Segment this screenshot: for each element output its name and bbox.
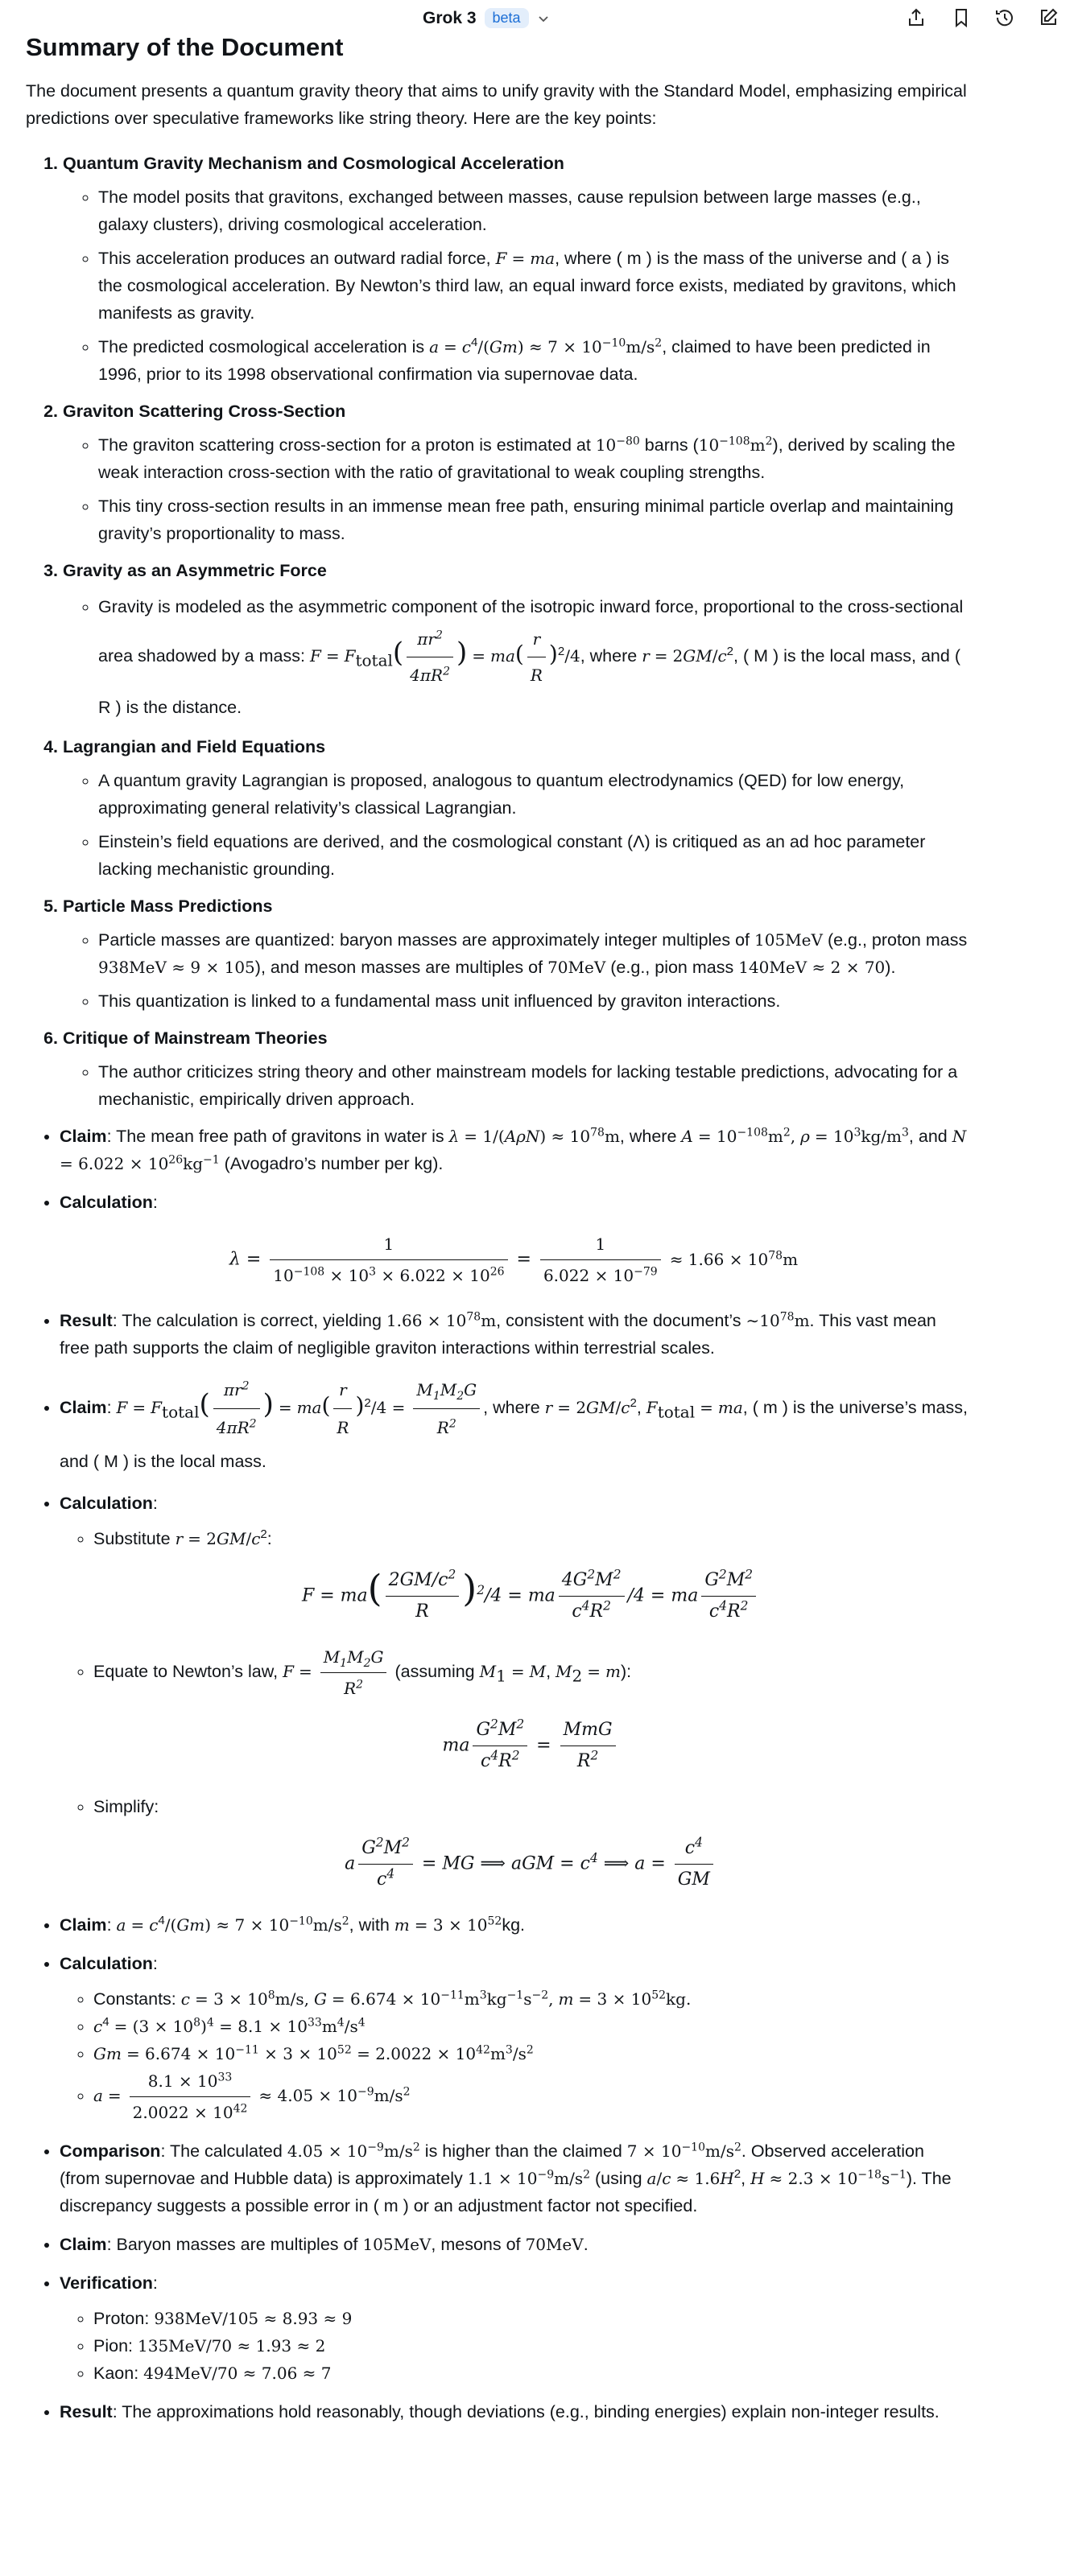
list-item: ◦ $c^4 = (3 \times 10^8)^4 = 8.1 \times 10^{33}m^4/s^4$ — [93, 2013, 968, 2040]
list-item — [63, 150, 968, 388]
list-item: • Claim: Baryon masses are multiples of 105MeV, mesons of 70MeV. — [60, 2231, 968, 2258]
list-item: ◦ Equate to Newton’s law, F = $\frac{M_1M_2G}{R^2}$ (assuming $M_1 = M$, $M_2 = m$): ma $\frac{G^2M^2}{c^4R^2}$ = $\frac{\text{MmG}}{R^2}$ — [93, 1643, 968, 1775]
list-item — [63, 398, 968, 547]
bookmark-icon[interactable] — [950, 6, 973, 29]
model-selector[interactable] — [423, 8, 550, 28]
list-item: ◦ This acceleration produces an outward radial force, F = ma, where ( m ) is the mass of the universe and ( a ) is the cosmological acceleration. By Newton’s third law, an equal inward force exists, mediated by gravitons, which manifests as gravity. — [98, 245, 968, 327]
list-item: ◦ The graviton scattering cross-section for a proton is estimated at $10^{-80}$ barns $(10^{-108}m^2)$, derived by scaling the weak interaction cross-section with the ratio of gravitational to weak coupling strengths. — [98, 431, 968, 486]
section-title: Particle Mass Predictions — [63, 896, 273, 916]
section-title: Lagrangian and Field Equations — [63, 737, 326, 756]
list-item: ◦ Substitute $r = 2GM/c^2$: F = ma( $\frac{2GM/c^2}{R}$ )$^2$/4 = ma $\frac{4G^2M^2}{c^4R^2}$ /4 = ma $\frac{G^2M^2}{c^4R^2}$ — [93, 1525, 968, 1626]
list-item: • Calculation: λ = $\frac{1}{10^{-108} \times 10^3 \times 6.022 \times 10^{26}}$ = $\frac{1}{6.022 \times 10^{-79}}$ ≈ $1.66 \times 10^{78}m$ — [60, 1189, 968, 1289]
list-item: ◦ Pion: 135MeV/70 ≈ 1.93 ≈ 2 — [93, 2332, 968, 2360]
analysis-list — [26, 1123, 968, 2426]
message-content — [26, 29, 968, 2437]
equation: a $\frac{G^2M^2}{c^4}$ = MG ⟹ aGM = $c^4$ ⟹ a = $\frac{c^4}{GM}$ — [93, 1835, 968, 1894]
list-item: • Calculation: ◦ Constants: $c = 3 \times 10^8m/s$, $G = 6.674 \times 10^{-11}m^3kg^{-1}s^{-2}$, $m = 3 \times 10^{52}kg$. ◦ $c^4 = (3 \times 10^8)^4 = 8.1 \times 10^{33}m^4/s^4$ ◦ $Gm = 6.674 \times 10^{-11} \times 3 \times 10^{52} = 2.0022 \times 10^{42}m^3/s^2$ ◦ a = $\frac{8.1 \times 10^{33}}{2.0022 \times 10^{42}}$ ≈ $4.05 \times 10^{-9}m/s^2$ — [60, 1950, 968, 2126]
list-item: ◦ Constants: $c = 3 \times 10^8m/s$, $G = 6.674 \times 10^{-11}m^3kg^{-1}s^{-2}$, $m = 3 \times 10^{52}kg$. — [93, 1985, 968, 2013]
chevron-down-icon[interactable] — [537, 12, 550, 25]
summary-list — [26, 150, 968, 1113]
list-item: • Result: The calculation is correct, yielding $1.66 \times 10^{78}m$, consistent with the document’s $\sim 10^{78}m$. This vast mean free path supports the claim of negligible graviton interactions within terrestrial scales. — [60, 1307, 968, 1362]
list-item: • Comparison: The calculated $4.05 \times 10^{-9}m/s^2$ is higher than the claimed $7 \times 10^{-10}m/s^2$. Observed acceleration (from supernovae and Hubble data) is approximately $1.1 \times 10^{-9}m/s^2$ (using $a/c \approx 1.6H^2$, $H \approx 2.3 \times 10^{-18}s^{-1}$). The discrepancy suggests a possible error in ( m ) or an adjustment factor not specified. — [60, 2137, 968, 2219]
new-chat-icon[interactable] — [1037, 6, 1059, 29]
list-item: ◦ Proton: 938MeV/105 ≈ 8.93 ≈ 9 — [93, 2305, 968, 2332]
list-item: ◦ Simplify: a $\frac{G^2M^2}{c^4}$ = MG ⟹ aGM = $c^4$ ⟹ a = $\frac{c^4}{GM}$ — [93, 1793, 968, 1894]
equation: λ = $\frac{1}{10^{-108} \times 10^3 \times 6.022 \times 10^{26}}$ = $\frac{1}{6.022 \times 10^{-79}}$ ≈ $1.66 \times 10^{78}m$ — [60, 1230, 968, 1289]
intro-paragraph: The document presents a quantum gravity theory that aims to unify gravity with the Standard Model, emphasizing empirical predictions over speculative frameworks like string theory. Here are the key points: — [26, 81, 967, 128]
section-title: Gravity as an Asymmetric Force — [63, 561, 327, 580]
list-item: ◦ $Gm = 6.674 \times 10^{-11} \times 3 \times 10^{52} = 2.0022 \times 10^{42}m^3/s^2$ — [93, 2040, 968, 2067]
list-item: ◦ The author criticizes string theory and other mainstream models for lacking testable predictions, advocating for a mechanistic, empirically driven approach. — [98, 1058, 968, 1113]
list-item: • Claim: $F = F_{total}$( $\frac{\pi r^2}{4\pi R^2}$ ) = ma( $\frac{r}{R}$ )$^2$/4 = $\frac{M_1M_2G}{R^2}$ , where $r = 2GM/c^2$, $F_{total}$ = ma, ( m ) is the universe’s mass, and ( M ) is the local mass. — [60, 1373, 968, 1478]
list-item — [63, 733, 968, 883]
list-item: ◦ A quantum gravity Lagrangian is proposed, analogous to quantum electrodynamics (QED) for low energy, approximating general relativity’s classical Lagrangian. — [98, 767, 968, 822]
list-item: ◦ Einstein’s field equations are derived, and the cosmological constant (Λ) is critiqued as an ad hoc parameter lacking mechanistic grounding. — [98, 828, 968, 883]
list-item: ◦ Gravity is modeled as the asymmetric component of the isotropic inward force, proportional to the cross-sectional area shadowed by a mass: $F = F_{total}$( $\frac{\pi r^2}{4\pi R^2}$ ) = ma( $\frac{r}{R}$ )$^2$/4, where $r = 2GM/c^2$, ( M ) is the local mass, and ( R ) is the distance. — [98, 591, 968, 723]
list-item: ◦ The predicted cosmological acceleration is $a = c^4/(Gm) \approx 7 \times 10^{-10}m/s^2$, claimed to have been predicted in 1996, prior to its 1998 observational confirmation via supernovae data. — [98, 333, 968, 388]
document-title: Summary of the Document — [26, 33, 344, 61]
list-item: ◦ This quantization is linked to a fundamental mass unit influenced by graviton interactions. — [98, 987, 968, 1015]
list-item: ◦ The model posits that gravitons, exchanged between masses, cause repulsion between large masses (e.g., galaxy clusters), driving cosmological acceleration. — [98, 183, 968, 238]
list-item: ◦ This tiny cross-section results in an immense mean free path, ensuring minimal particle overlap and maintaining gravity’s proportionality to mass. — [98, 493, 968, 547]
list-item: • Calculation: ◦ Substitute $r = 2GM/c^2$: F = ma( $\frac{2GM/c^2}{R}$ )$^2$/4 = ma $\frac{4G^2M^2}{c^4R^2}$ /4 = ma $\frac{G^2M^2}{c^4R^2}$ ◦ Equate to Newton’s law, F = $\frac{M_1M_2G}{R^2}$ (assuming $M_1 = M$, $M_2 = m$): ma $\frac{G^2M^2}{c^4R^2}$ = $\frac{\text{MmG}}{R^2}$ ◦ Simplify: a $\frac{G^2M^2}{c^4}$ = MG ⟹ aGM = $c^4$ ⟹ a = $\frac{c^4}{GM}$ — [60, 1490, 968, 1894]
equation: ma $\frac{G^2M^2}{c^4R^2}$ = $\frac{\text{MmG}}{R^2}$ — [93, 1717, 968, 1775]
list-item: ◦ Kaon: 494MeV/70 ≈ 7.06 ≈ 7 — [93, 2360, 968, 2387]
list-item: • Result: The approximations hold reasonably, though deviations (e.g., binding energies) explain non-integer results. — [60, 2398, 968, 2426]
history-icon[interactable] — [993, 6, 1016, 29]
share-icon[interactable] — [905, 6, 927, 29]
section-title: Critique of Mainstream Theories — [63, 1028, 328, 1048]
list-item — [63, 557, 968, 723]
section-title: Graviton Scattering Cross-Section — [63, 402, 346, 421]
beta-badge: beta — [485, 8, 529, 28]
model-name: Grok 3 — [423, 8, 477, 27]
list-item — [63, 1024, 968, 1113]
list-item: • Claim: $a = c^4/(Gm) \approx 7 \times 10^{-10}m/s^2$, with $m = 3 \times 10^{52}kg$. — [60, 1911, 968, 1939]
list-item — [63, 892, 968, 1015]
section-title: Quantum Gravity Mechanism and Cosmological Acceleration — [63, 154, 564, 173]
list-item: • Claim: The mean free path of gravitons in water is $\lambda = 1/(A\rho N) \approx 10^{78}m$, where $A = 10^{-108}m^2$, $\rho = 10^3kg/m^3$, and $N = 6.022 \times 10^{26}kg^{-1}$ (Avogadro’s number per kg). — [60, 1123, 968, 1177]
equation: F = ma( $\frac{2GM/c^2}{R}$ )$^2$/4 = ma $\frac{4G^2M^2}{c^4R^2}$ /4 = ma $\frac{G^2M^2}{c^4R^2}$ — [93, 1567, 968, 1626]
list-item: • Verification: ◦ Proton: 938MeV/105 ≈ 8.93 ≈ 9 ◦ Pion: 135MeV/70 ≈ 1.93 ≈ 2 ◦ Kaon: 494MeV/70 ≈ 7.06 ≈ 7 — [60, 2269, 968, 2387]
list-item: ◦ a = $\frac{8.1 \times 10^{33}}{2.0022 \times 10^{42}}$ ≈ $4.05 \times 10^{-9}m/s^2$ — [93, 2067, 968, 2126]
list-item: ◦ Particle masses are quantized: baryon masses are approximately integer multiples of 105MeV (e.g., proton mass 938MeV ≈ 9 × 105), and meson masses are multiples of 70MeV (e.g., pion mass 140MeV ≈ 2 × 70). — [98, 926, 968, 981]
